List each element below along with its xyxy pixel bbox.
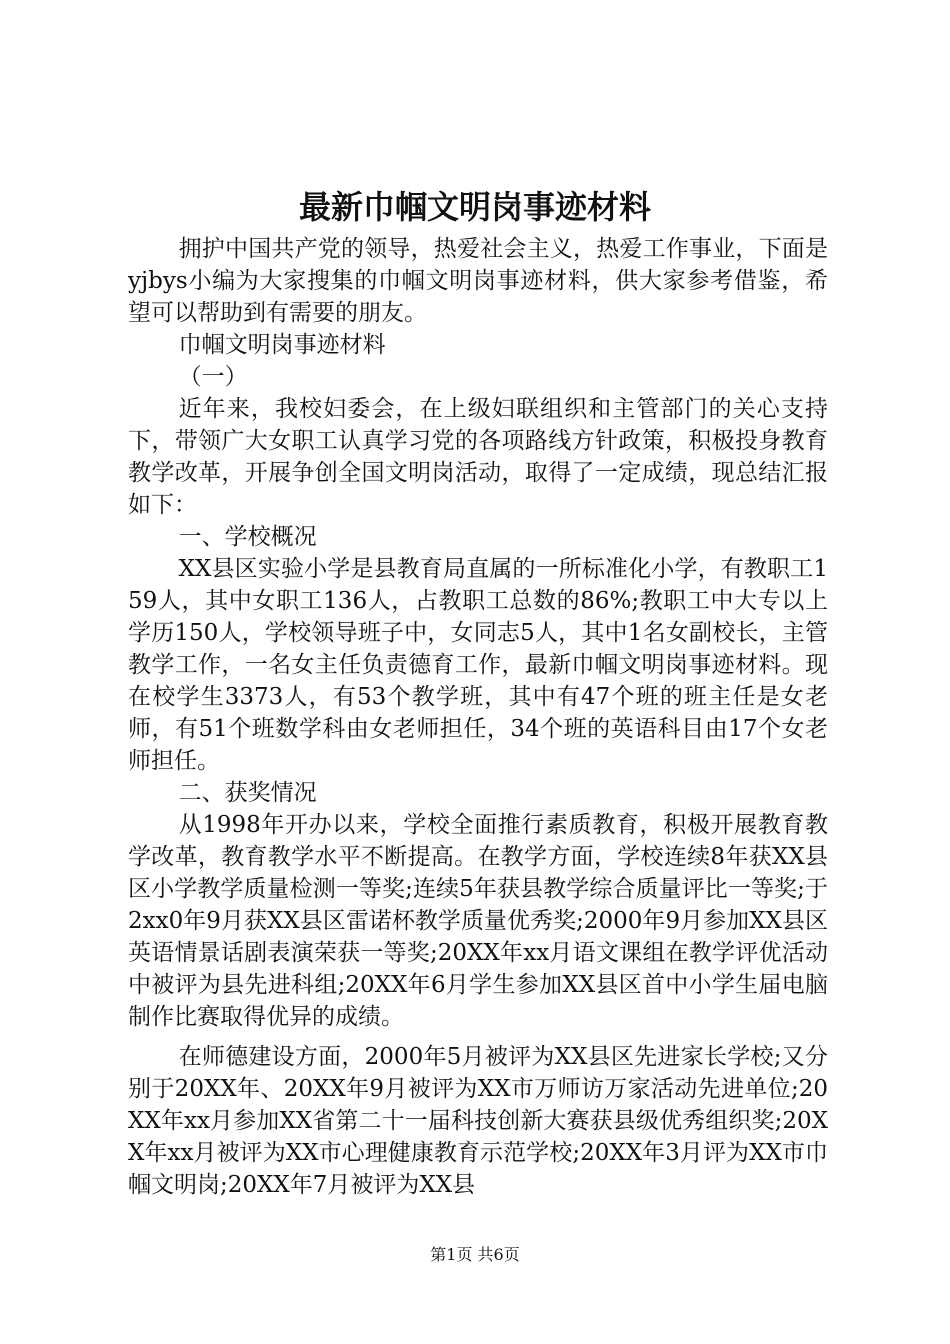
intro-paragraph: 拥护中国共产党的领导，热爱社会主义，热爱工作事业，下面是yjbys小编为大家搜集的巾帼文明岗事迹材料，供大家参考借鉴，希望可以帮助到有需要的朋友。 — [128, 236, 828, 326]
summary-paragraph: 近年来，我校妇委会，在上级妇联组织和主管部门的关心支持下，带领广大女职工认真学习党的各项路线方针政策，积极投身教育教学改革，开展争创全国文明岗活动，取得了一定成绩，现总结汇报如下： — [128, 396, 828, 518]
school-overview-paragraph: XX县区实验小学是县教育局直属的一所标准化小学，有教职工159人，其中女职工136人，占教职工总数的86%;教职工中大专以上学历150人，学校领导班子中，女同志5人，其中1名女副校长，主管教学工作，一名女主任负责德育工作，最新巾帼文明岗事迹材料。现在校学生3373人，有53个教学班，其中有47个班的班主任是女老师，有51个班数学科由女老师担任，34个班的英语科目由17个女老师担任。 — [128, 556, 828, 774]
document-title: 最新巾帼文明岗事迹材料 — [298, 188, 651, 226]
document-body — [128, 233, 828, 1201]
section-number-one: （一） — [178, 364, 248, 390]
awards-ethics-paragraph: 在师德建设方面，2000年5月被评为XX县区先进家长学校;又分别于20XX年、20XX年9月被评为XX市万师访万家活动先进单位;20XX年xx月参加XX省第二十一届科技创新大赛获县级优秀组织奖;20XX年xx月被评为XX市心理健康教育示范学校;20XX年3月评为XX市巾帼文明岗;20XX年7月被评为XX县 — [128, 1044, 828, 1198]
section-heading-school-overview: 一、学校概况 — [178, 524, 317, 550]
awards-teaching-paragraph: 从1998年开办以来，学校全面推行素质教育，积极开展教育教学改革，教育教学水平不断提高。在教学方面，学校连续8年获XX县区小学教学质量检测一等奖;连续5年获县教学综合质量评比一等奖;于2xx0年9月获XX县区雷诺杯教学质量优秀奖;2000年9月参加XX县区英语情景话剧表演荣获一等奖;20XX年xx月语文课组在教学评优活动中被评为县先进科组;20XX年6月学生参加XX县区首中小学生届电脑制作比赛取得优异的成绩。 — [128, 812, 828, 1030]
page-number: 第1页 共6页 — [430, 1245, 520, 1264]
section-heading-awards: 二、获奖情况 — [178, 780, 317, 806]
section-heading-materials: 巾帼文明岗事迹材料 — [178, 332, 386, 358]
